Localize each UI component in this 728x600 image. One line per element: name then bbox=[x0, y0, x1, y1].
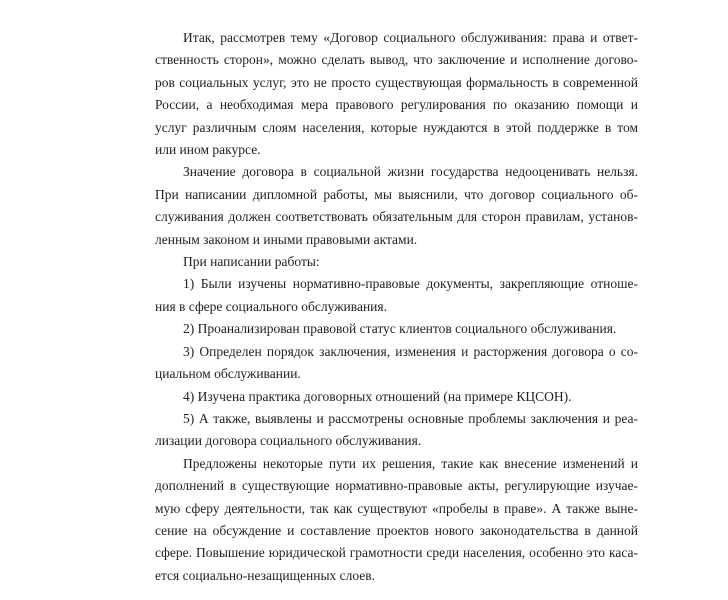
paragraph bbox=[155, 27, 638, 161]
paragraph bbox=[155, 318, 638, 340]
text-line: лизации договора социального обслуживания. bbox=[155, 433, 422, 449]
paragraph bbox=[155, 386, 638, 408]
text-line: сфере. Повышение юридической грамотности среди населения, особенно это каса- bbox=[155, 545, 638, 561]
text-line: 5) А также, выявлены и рассмотрены основные проблемы заключения и реа- bbox=[183, 410, 638, 426]
paragraph bbox=[155, 273, 638, 318]
paragraph bbox=[155, 341, 638, 386]
text-line: дополнений в существующие нормативно-правовые акты, регулирующие изучае- bbox=[155, 478, 638, 494]
paragraph bbox=[155, 453, 638, 587]
text-line: 3) Определен порядок заключения, изменения и расторжения договора о со- bbox=[183, 343, 638, 359]
paragraph bbox=[155, 251, 638, 273]
text-line: служивания должен соответствовать обязательным для сторон правилам, установ- bbox=[155, 209, 638, 225]
text-line: ется социально-незащищенных слоев. bbox=[155, 567, 376, 583]
text-line: сение на обсуждение и составление проектов нового законодательства в данной bbox=[155, 522, 638, 538]
text-line: Предложены некоторые пути их решения, такие как внесение изменений и bbox=[183, 455, 638, 471]
text-line: ственность сторон», можно сделать вывод, что заключение и исполнение догово- bbox=[155, 52, 638, 68]
document-body bbox=[155, 27, 638, 587]
text-line: мую сферу деятельности, так как существуют «пробелы в праве». А также выне- bbox=[155, 500, 638, 516]
text-line: или ином ракурсе. bbox=[155, 142, 261, 158]
text-line: ленным законом и иными правовыми актами. bbox=[155, 231, 418, 247]
text-line: Итак, рассмотрев тему «Договор социального обслуживания: права и ответ- bbox=[183, 30, 638, 45]
paragraph bbox=[155, 408, 638, 453]
text-line: ния в сфере социального обслуживания. bbox=[155, 298, 387, 314]
text-line: 2) Проанализирован правовой статус клиентов социального обслуживания. bbox=[183, 321, 617, 337]
text-line: ров социальных услуг, это не просто существующая формальность в современной bbox=[155, 74, 638, 90]
text-line: При написании дипломной работы, мы выяснили, что договор социального об- bbox=[155, 186, 638, 202]
text-line: услуг различным слоям населения, которые нуждаются в этой поддержке в том bbox=[155, 119, 638, 135]
text-line: Значение договора в социальной жизни государства недооценивать нельзя. bbox=[183, 164, 638, 180]
text-line: 1) Были изучены нормативно-правовые документы, закрепляющие отноше- bbox=[183, 276, 638, 292]
paragraph bbox=[155, 161, 638, 251]
text-line: циальном обслуживании. bbox=[155, 366, 301, 382]
text-line: 4) Изучена практика договорных отношений (на примере КЦСОН). bbox=[183, 388, 572, 404]
text-line: России, а необходимая мера правового регулирования по оказанию помощи и bbox=[155, 97, 638, 113]
text-line: При написании работы: bbox=[183, 254, 320, 270]
